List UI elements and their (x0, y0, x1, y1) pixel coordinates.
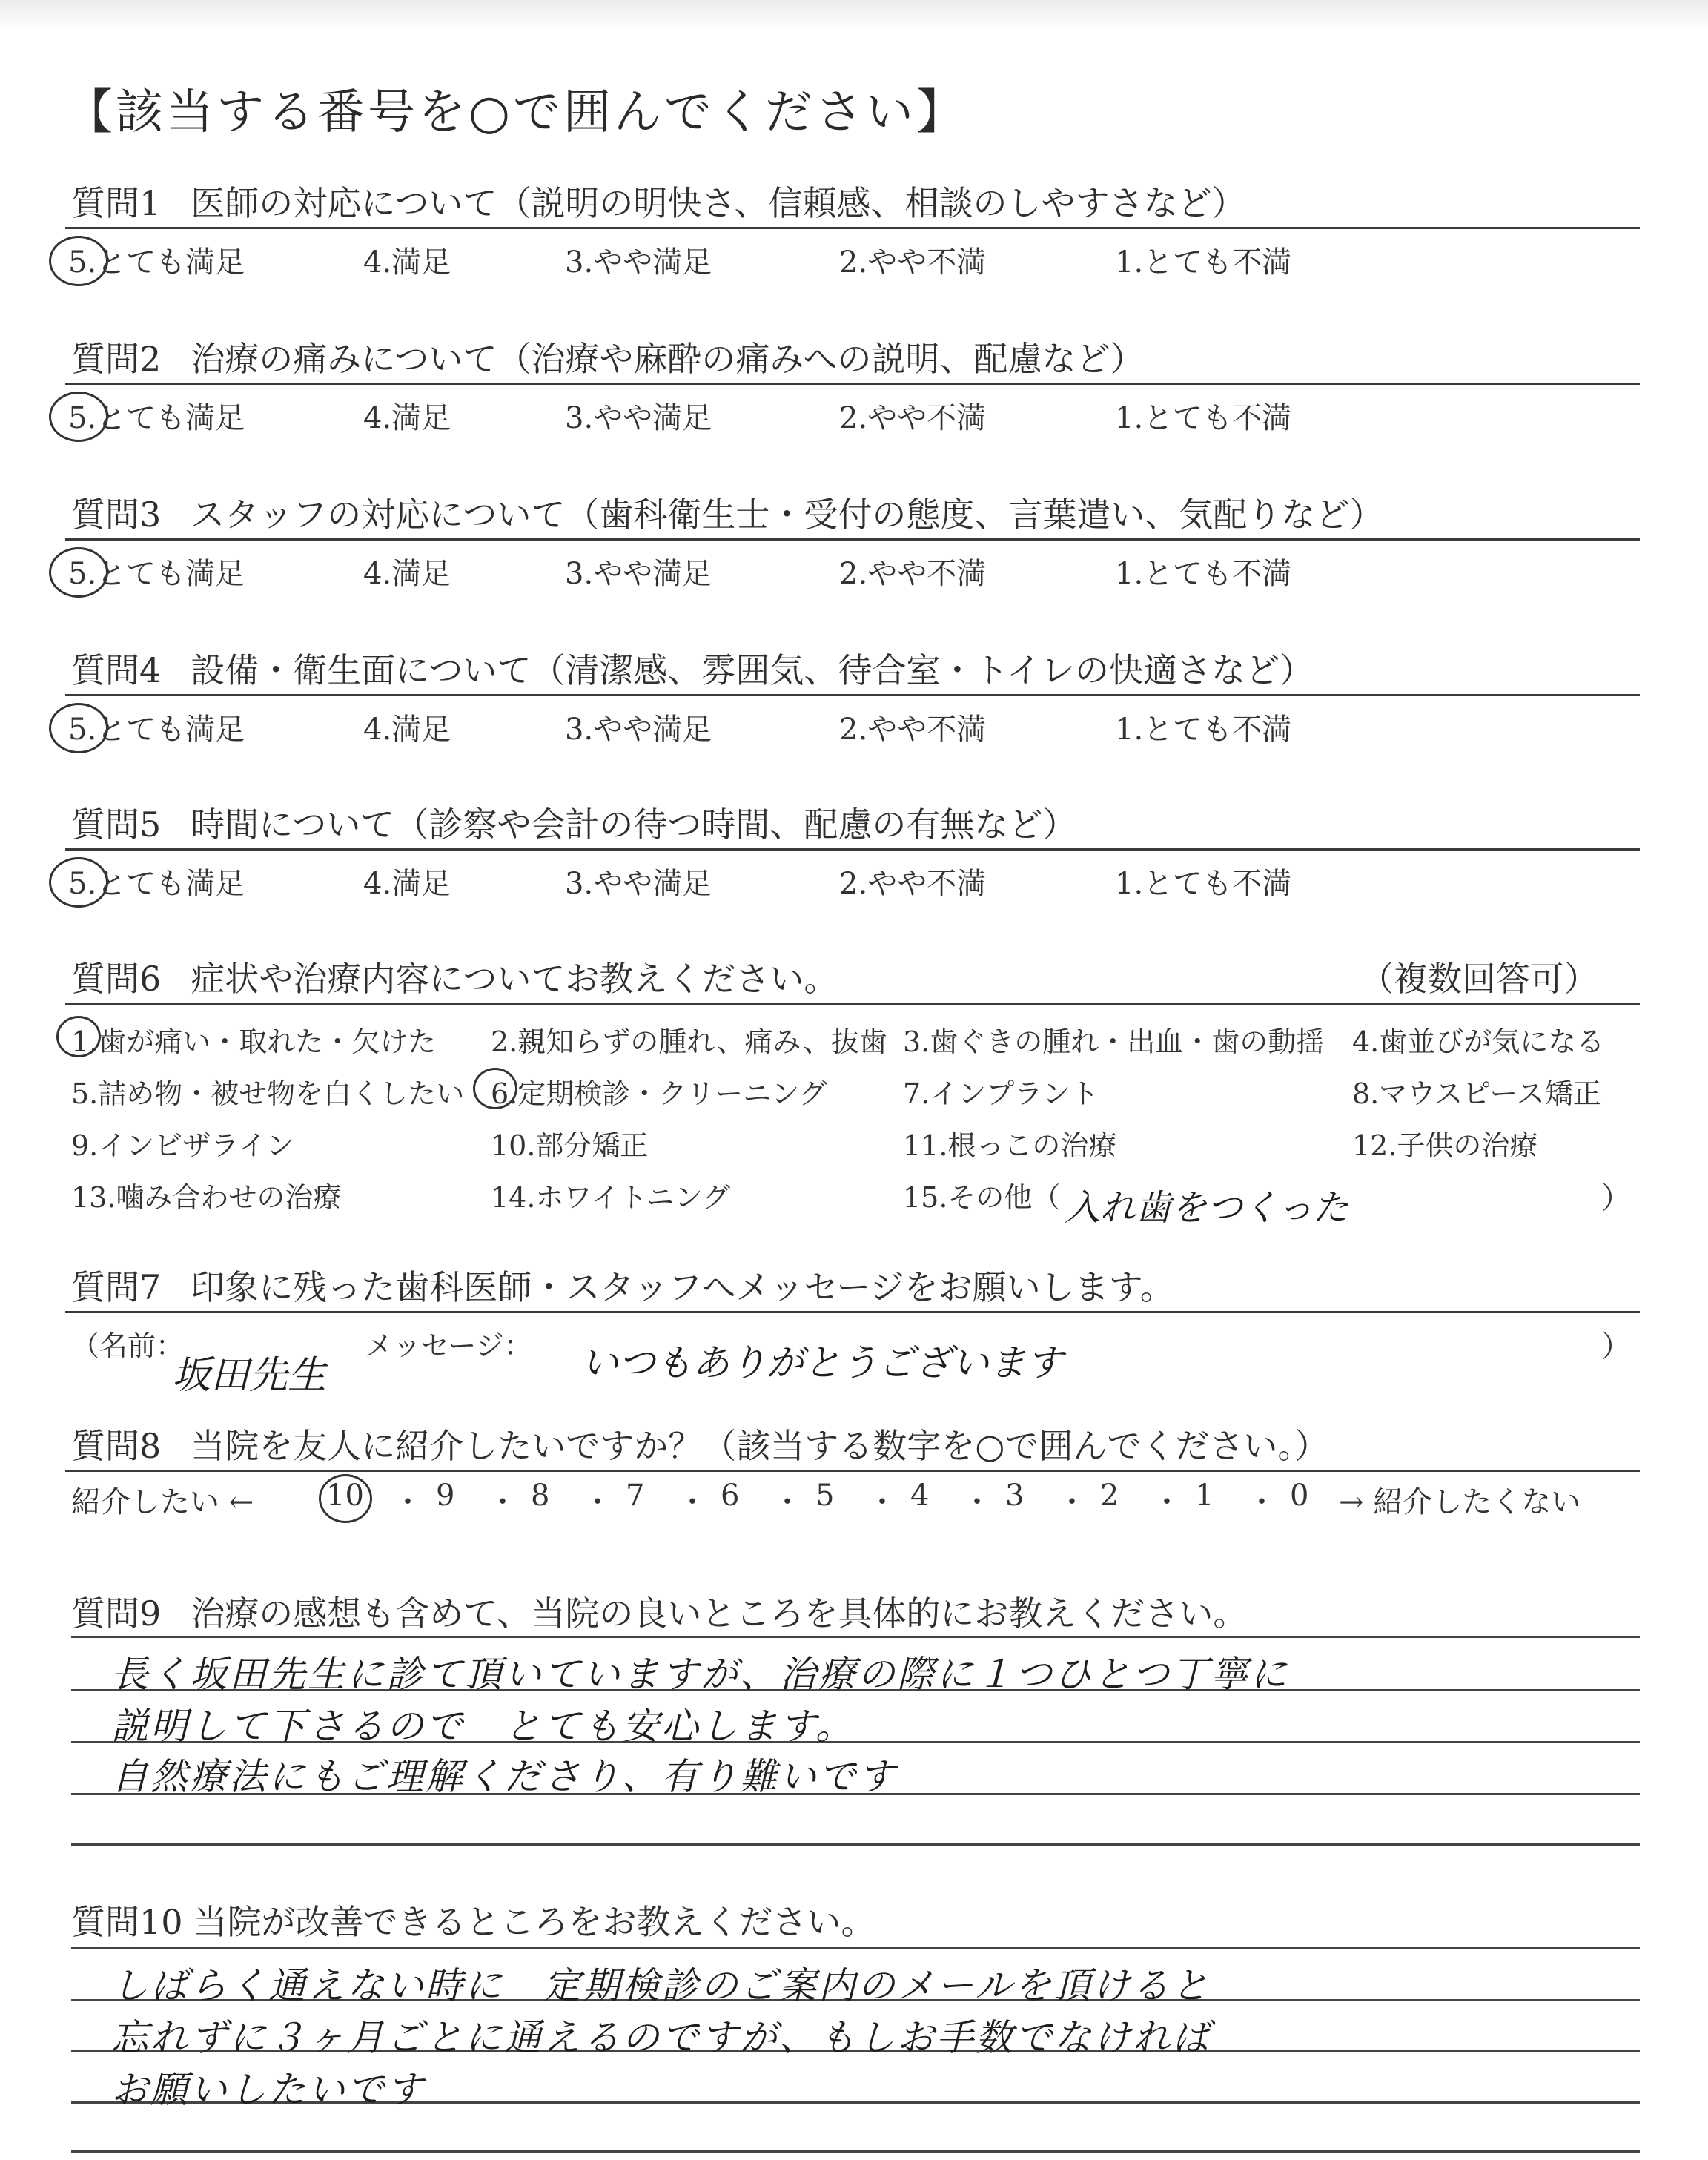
question-9 (71, 1587, 1247, 1636)
q3-option-3[interactable]: 3.やや満足 (565, 557, 712, 591)
q7-message-value[interactable]: いつもありがとうございます (581, 1341, 1063, 1384)
q9-answer-line-1[interactable]: 長く坂田先生に診て頂いていますが、治療の際に１つひとつ丁寧に (111, 1653, 1289, 1696)
q8-right-label: → 紹介したくない (1339, 1485, 1581, 1519)
question-8-label: 質問8 (71, 1426, 162, 1466)
q6-item-3[interactable]: 3.歯ぐきの腫れ・出血・歯の動揺 (903, 1025, 1325, 1058)
q8-score-6[interactable]: 6 (721, 1479, 740, 1513)
q6-item-4[interactable]: 4.歯並びが気になる (1352, 1025, 1605, 1058)
q8-left-label: 紹介したい ← (71, 1485, 254, 1519)
q6-item-6[interactable]: 6.定期検診・クリーニング (491, 1077, 827, 1110)
q1-option-3[interactable]: 3.やや満足 (565, 245, 712, 280)
q8-score-4[interactable]: 4 (910, 1479, 930, 1513)
question-6-rule (65, 1003, 1640, 1005)
q4-option-1[interactable]: 1.とても不満 (1115, 713, 1292, 747)
q3-option-5[interactable]: 5.とても満足 (68, 557, 245, 591)
question-1 (71, 176, 1246, 225)
q1-option-5[interactable]: 5.とても満足 (68, 245, 245, 280)
q6-item-13[interactable]: 13.噛み合わせの治療 (71, 1181, 342, 1214)
q1-option-1[interactable]: 1.とても不満 (1115, 245, 1292, 280)
q2-option-1[interactable]: 1.とても不満 (1115, 401, 1292, 435)
question-9-text: 治療の感想も含めて、当院の良いところを具体的にお教えください。 (191, 1593, 1248, 1634)
question-10-text: 当院が改善できるところをお教えください。 (193, 1902, 875, 1942)
question-8 (71, 1419, 1328, 1468)
page-title: 【該当する番号を○で囲んでください】 (65, 85, 967, 140)
q8-score-2[interactable]: 2 (1100, 1479, 1119, 1513)
question-2-rule (65, 383, 1640, 385)
q8-separator: ・ (488, 1485, 517, 1519)
question-6-label: 質問6 (71, 959, 162, 999)
q6-other-answer[interactable]: 入れ歯をつくった (1065, 1187, 1349, 1229)
q10-writing-line (71, 1947, 1640, 1949)
q6-item-11[interactable]: 11.根っこの治療 (903, 1129, 1117, 1162)
question-4 (71, 644, 1314, 693)
question-7-rule (65, 1311, 1640, 1313)
q2-option-4[interactable]: 4.満足 (363, 401, 451, 435)
q1-option-2[interactable]: 2.やや不満 (839, 245, 987, 280)
question-10-label: 質問10 (71, 1902, 183, 1942)
question-6-text: 症状や治療内容についてお教えください。 (191, 959, 838, 999)
scan-top-edge (0, 0, 1708, 30)
q8-score-9[interactable]: 9 (436, 1479, 455, 1513)
q5-option-2[interactable]: 2.やや不満 (839, 867, 987, 901)
q6-item-8[interactable]: 8.マウスピース矯正 (1352, 1077, 1601, 1110)
q8-score-8[interactable]: 8 (531, 1479, 550, 1513)
q6-item-9[interactable]: 9.インビザライン (71, 1129, 295, 1162)
question-4-rule (65, 694, 1640, 696)
q7-close: ） (1601, 1330, 1631, 1364)
question-8-rule (65, 1470, 1640, 1472)
q5-option-1[interactable]: 1.とても不満 (1115, 867, 1292, 901)
question-5-rule (65, 848, 1640, 851)
q9-answer-line-2[interactable]: 説明して下さるので とても安心します。 (111, 1705, 855, 1748)
q6-item-7[interactable]: 7.インプラント (903, 1077, 1099, 1110)
q8-score-5[interactable]: 5 (815, 1479, 835, 1513)
q10-writing-line (71, 2150, 1640, 2153)
q8-separator: ・ (962, 1485, 992, 1519)
question-3-text: スタッフの対応について（歯科衛生士・受付の態度、言葉遣い、気配りなど） (191, 495, 1384, 535)
q7-name-label: （名前： (71, 1330, 185, 1362)
q8-score-3[interactable]: 3 (1005, 1479, 1025, 1513)
question-7-label: 質問7 (71, 1267, 162, 1307)
question-9-label: 質問9 (71, 1593, 162, 1634)
q6-item-5[interactable]: 5.詰め物・被せ物を白くしたい (71, 1077, 465, 1110)
q6-other-close: ） (1601, 1181, 1631, 1215)
question-4-text: 設備・衛生面について（清潔感、雰囲気、待合室・トイレの快適さなど） (191, 650, 1314, 690)
question-4-label: 質問4 (71, 650, 162, 690)
q3-option-2[interactable]: 2.やや不満 (839, 557, 987, 591)
q5-option-3[interactable]: 3.やや満足 (565, 867, 712, 901)
q5-option-4[interactable]: 4.満足 (363, 867, 451, 901)
question-1-rule (65, 227, 1640, 229)
q8-score-0[interactable]: 0 (1290, 1479, 1309, 1513)
q10-answer-line-3[interactable]: お願いしたいです (111, 2068, 426, 2111)
q1-option-4[interactable]: 4.満足 (363, 245, 451, 280)
q8-score-10[interactable]: 10 (326, 1479, 364, 1513)
q2-option-5[interactable]: 5.とても満足 (68, 401, 245, 435)
q4-option-5[interactable]: 5.とても満足 (68, 713, 245, 747)
q9-writing-line (71, 1636, 1640, 1638)
question-3-rule (65, 538, 1640, 541)
q8-separator: ・ (867, 1485, 897, 1519)
q2-option-3[interactable]: 3.やや満足 (565, 401, 712, 435)
q8-separator: ・ (1057, 1485, 1087, 1519)
q9-writing-line (71, 1843, 1640, 1846)
question-1-text: 医師の対応について（説明の明快さ、信頼感、相談のしやすさなど） (191, 183, 1246, 223)
q8-separator: ・ (772, 1485, 802, 1519)
q8-separator: ・ (583, 1485, 612, 1519)
question-3-label: 質問3 (71, 495, 162, 535)
q8-separator: ・ (1152, 1485, 1182, 1519)
q8-separator: ・ (678, 1485, 707, 1519)
q6-item-12[interactable]: 12.子供の治療 (1352, 1129, 1538, 1162)
q8-separator: ・ (1247, 1485, 1277, 1519)
question-5 (71, 798, 1076, 847)
q3-option-1[interactable]: 1.とても不満 (1115, 557, 1292, 591)
question-2 (71, 332, 1144, 381)
q8-score-7[interactable]: 7 (626, 1479, 645, 1513)
q6-item-15[interactable]: 15.その他（ (903, 1181, 1061, 1214)
question-2-text: 治療の痛みについて（治療や麻酔の痛みへの説明、配慮など） (191, 339, 1145, 379)
question-10 (71, 1895, 875, 1944)
q8-score-1[interactable]: 1 (1195, 1479, 1214, 1513)
question-2-label: 質問2 (71, 339, 162, 379)
q10-answer-line-2[interactable]: 忘れずに３ヶ月ごとに通えるのですが、もしお手数でなければ (111, 2016, 1211, 2059)
q9-answer-line-3[interactable]: 自然療法にもご理解くださり、有り難いです (111, 1755, 897, 1798)
q6-item-14[interactable]: 14.ホワイトニング (491, 1181, 731, 1214)
q4-option-3[interactable]: 3.やや満足 (565, 713, 712, 747)
q5-option-5[interactable]: 5.とても満足 (68, 867, 245, 901)
q7-name-value[interactable]: 坂田先生 (172, 1353, 327, 1398)
q4-option-2[interactable]: 2.やや不満 (839, 713, 987, 747)
q4-option-4[interactable]: 4.満足 (363, 713, 451, 747)
q6-item-10[interactable]: 10.部分矯正 (491, 1129, 649, 1162)
question-5-text: 時間について（診察や会計の待つ時間、配慮の有無など） (191, 805, 1077, 845)
question-7 (71, 1261, 1174, 1309)
question-6-note: （複数回答可） (1360, 959, 1598, 999)
question-5-label: 質問5 (71, 805, 162, 845)
q8-separator: ・ (393, 1485, 423, 1519)
q7-message-label: メッセージ： (365, 1330, 532, 1362)
q6-item-1[interactable]: 1.歯が痛い・取れた・欠けた (71, 1025, 437, 1058)
q3-option-4[interactable]: 4.満足 (363, 557, 451, 591)
q10-answer-line-1[interactable]: しばらく通えない時に 定期検診のご案内のメールを頂けると (111, 1964, 1211, 2007)
question-7-text: 印象に残った歯科医師・スタッフへメッセージをお願いします。 (191, 1267, 1174, 1307)
question-3 (71, 488, 1383, 537)
q6-item-2[interactable]: 2.親知らずの腫れ、痛み、抜歯 (491, 1025, 887, 1058)
question-6 (71, 952, 838, 1001)
q2-option-2[interactable]: 2.やや不満 (839, 401, 987, 435)
question-8-text: 当院を友人に紹介したいですか？（該当する数字を○で囲んでください。） (191, 1426, 1329, 1466)
question-1-label: 質問1 (71, 183, 162, 223)
